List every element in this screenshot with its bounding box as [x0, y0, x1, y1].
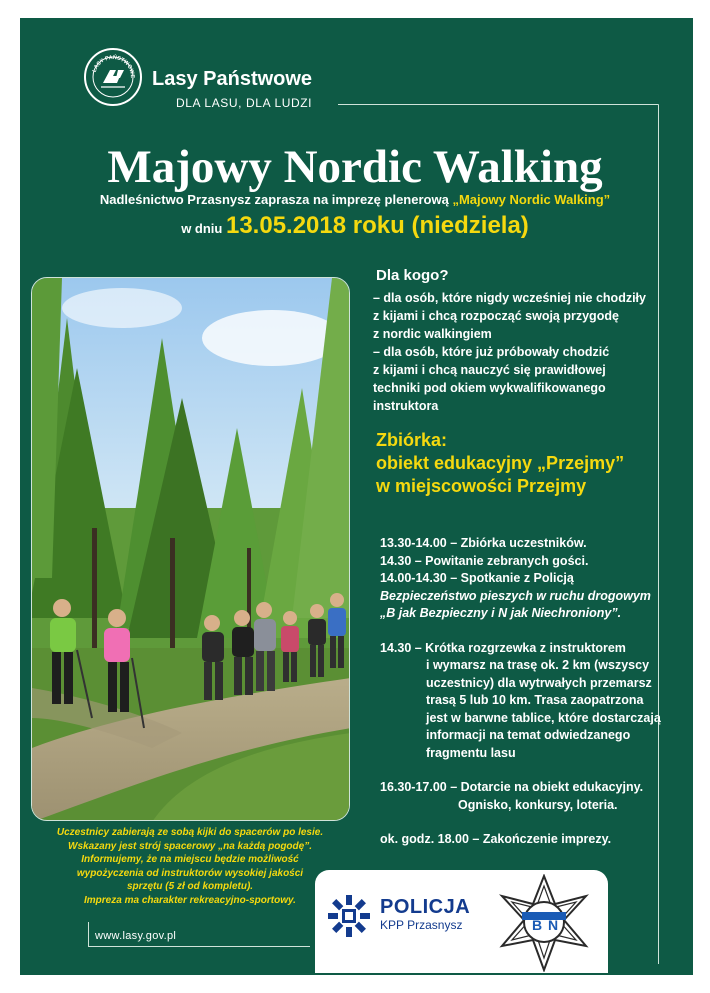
event-date: 13.05.2018 roku (niedziela) — [225, 212, 529, 239]
schedule-row-detail: informacji na temat odwiedzanego — [426, 728, 631, 742]
spacer — [380, 762, 680, 779]
notice-line: Informujemy, że na miejscu będzie możliwość — [81, 854, 299, 865]
invite-organizer: Nadleśnictwo Przasnysz zaprasza na imprezę plenerową — [99, 192, 453, 207]
schedule — [380, 535, 680, 849]
meeting-point — [376, 429, 624, 498]
meeting-venue: obiekt edukacyjny „Przejmy” — [376, 453, 625, 473]
brand-tagline: DLA LASU, DLA LUDZI — [176, 96, 313, 110]
campaign-badge-icon — [494, 874, 594, 972]
police-name: POLICJA — [380, 896, 471, 918]
schedule-row: 14.30 – Powitanie zebranych gości. — [380, 553, 589, 568]
invite-text — [0, 192, 710, 207]
decorative-frame-line — [88, 946, 310, 947]
lasy-panstwowe-logo-icon — [84, 48, 142, 106]
date-prefix: w dniu — [181, 221, 226, 236]
audience-title: Dla kogo? — [376, 267, 449, 284]
schedule-row-detail: trasą 5 lub 10 km. Trasa zaopatrzona — [426, 693, 644, 707]
decorative-frame-line — [88, 922, 89, 946]
schedule-row-detail: Ognisko, konkursy, loteria. — [458, 797, 618, 812]
spacer — [380, 814, 680, 831]
schedule-row: 13.30-14.00 – Zbiórka uczestników. — [380, 536, 587, 550]
website-link[interactable]: www.lasy.gov.pl — [95, 930, 177, 942]
svg-text:B: B — [532, 917, 543, 933]
notice-line: Impreza ma charakter rekreacyjno-sportowy. — [84, 894, 296, 906]
svg-text:N: N — [548, 917, 559, 933]
notice-line: wypożyczenia od instruktorów wysokiej jakości — [76, 867, 304, 879]
schedule-row-detail: uczestnicy) dla wytrwałych przemarsz — [426, 675, 652, 690]
event-date-line — [0, 212, 710, 240]
invite-event-name: „Majowy Nordic Walking” — [452, 192, 611, 207]
meeting-label: Zbiórka: — [376, 430, 448, 450]
schedule-row: 14.30 – Krótka rozgrzewka z instruktorem — [380, 640, 626, 655]
schedule-row: 14.00-14.30 – Spotkanie z Policją — [380, 571, 574, 585]
nordic-walking-photo — [31, 277, 350, 821]
svg-text:LASY PAŃSTWOWE: LASY PAŃSTWOWE — [91, 54, 136, 79]
brand-name: Lasy Państwowe — [152, 68, 313, 90]
schedule-row-detail: fragmentu lasu — [426, 745, 516, 760]
notice-line: sprzętu (5 zł od kompletu). — [126, 881, 254, 892]
meeting-location: w miejscowości Przejmy — [376, 476, 587, 496]
spacer — [380, 623, 680, 640]
schedule-row-detail: „B jak Bezpieczny i N jak Niechroniony”. — [380, 606, 622, 620]
participant-notice — [32, 826, 348, 907]
schedule-row: 16.30-17.00 – Dotarcie na obiekt edukacyjny. — [380, 780, 644, 794]
schedule-row: ok. godz. 18.00 – Zakończenie imprezy. — [380, 832, 612, 846]
police-star-icon — [326, 893, 372, 939]
schedule-row-detail: jest w barwne tablice, które dostarczają — [426, 710, 661, 725]
police-unit: KPP Przasnysz — [380, 918, 463, 932]
notice-line: Uczestnicy zabierają ze sobą kijki do spacerów po lesie. — [56, 827, 324, 838]
schedule-row-detail: Bezpieczeństwo pieszych w ruchu drogowym — [380, 588, 651, 603]
schedule-row-detail: i wymarsz na trasę ok. 2 km (wszyscy — [426, 658, 650, 672]
event-title: Majowy Nordic Walking — [107, 141, 603, 193]
list-item: – dla osób, które już próbowały chodzić z kijami i chcą nauczyć się prawidłowej techniki pod okiem wykwalifikowanego instruktora — [373, 345, 610, 413]
decorative-frame-line — [338, 104, 658, 105]
audience-list — [373, 289, 683, 415]
list-item: – dla osób, które nigdy wcześniej nie chodziły z kijami i chcą rozpocząć swoją przygodę z nordic walkingiem — [373, 291, 646, 341]
notice-line: Wskazany jest strój spacerowy „na każdą pogodę”. — [68, 840, 312, 852]
